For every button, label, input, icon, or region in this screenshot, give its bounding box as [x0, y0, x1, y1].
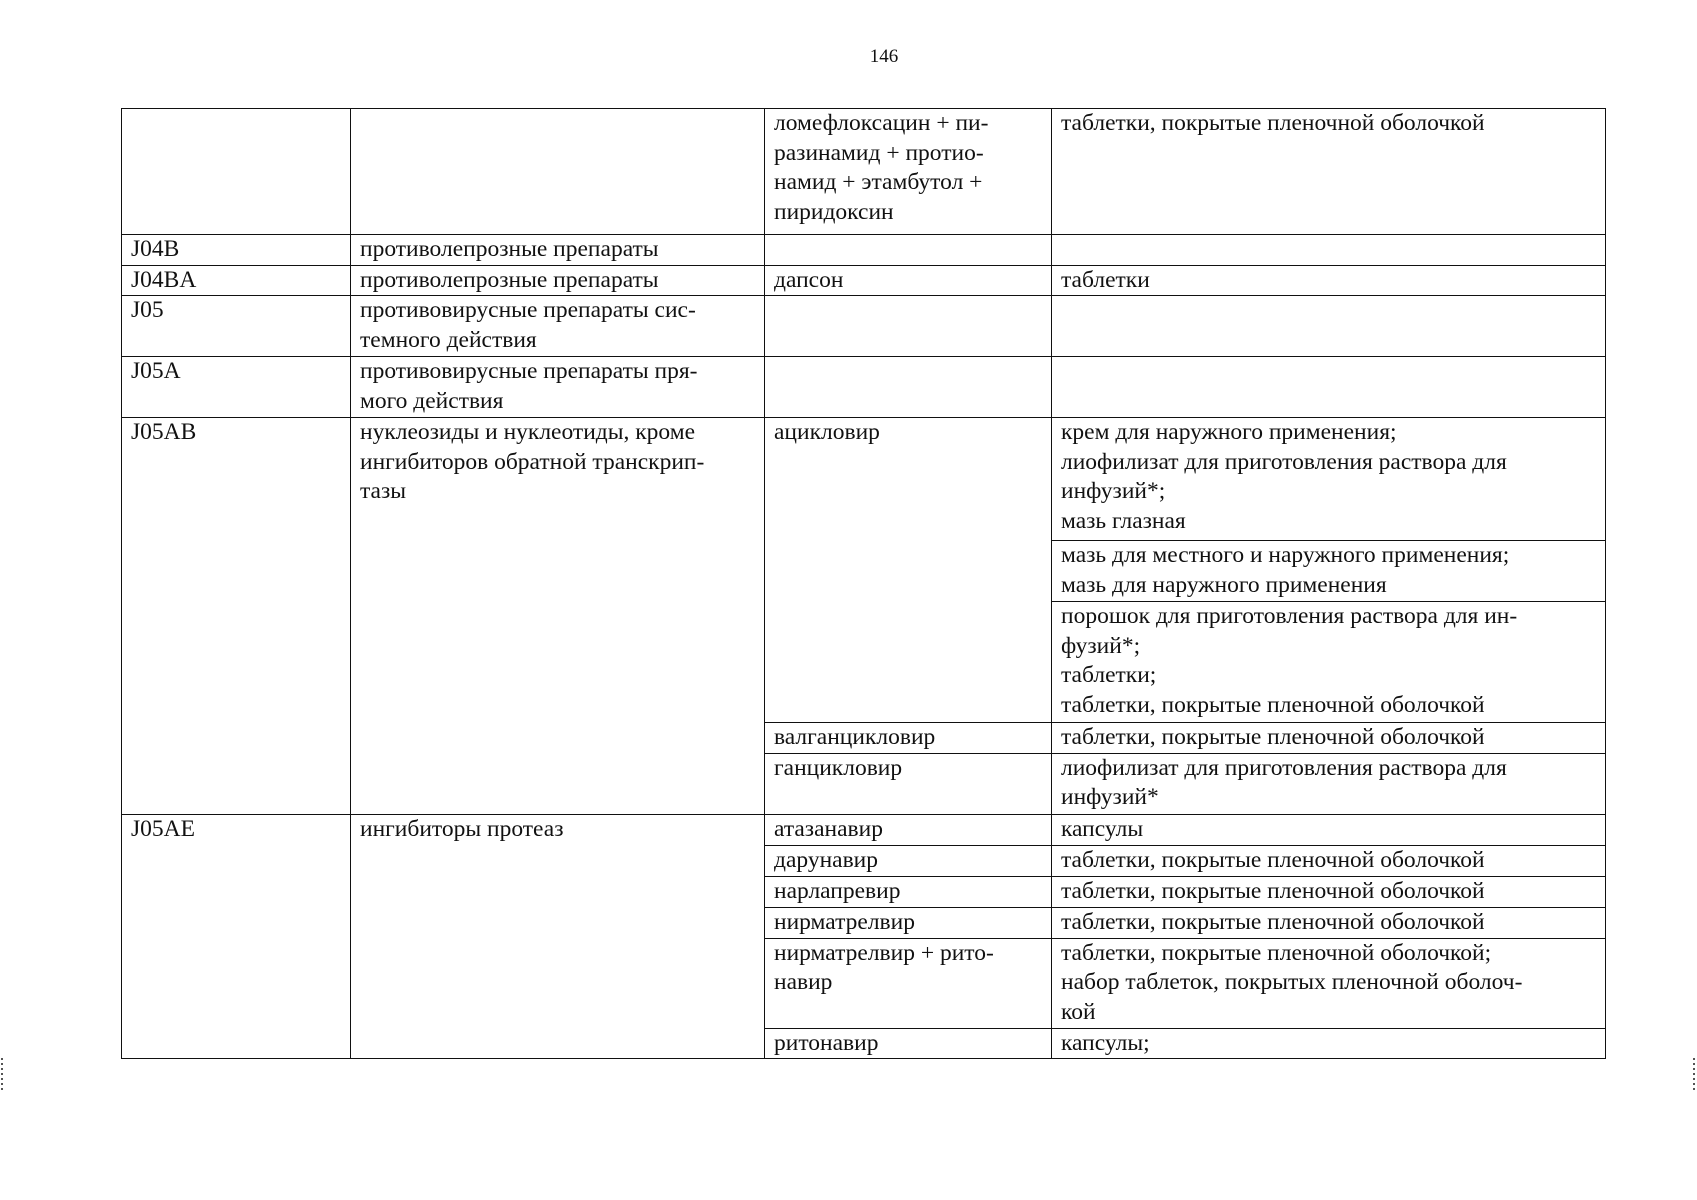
- drug-name: ломефлоксацин + пи- разинамид + протио- намид + этамбутол + пиридоксин: [774, 110, 989, 225]
- dosage-form-cell: [1052, 357, 1606, 418]
- group-name-cell: [351, 357, 765, 418]
- drug-name: дапсон: [774, 266, 844, 293]
- drug-name-cell: [765, 938, 1052, 1028]
- dosage-form-cell: [1052, 418, 1606, 541]
- drug-name-cell: [765, 109, 1052, 235]
- dosage-form: таблетки, покрытые пленочной оболочкой: [1061, 877, 1485, 904]
- group-name-cell: [351, 265, 765, 296]
- dosage-form: таблетки, покрытые пленочной оболочкой: [1061, 724, 1485, 750]
- dosage-form-cell: [1052, 265, 1606, 296]
- group-name: противовирусные препараты пря- мого действия: [360, 358, 698, 414]
- drug-name: валганцикловир: [774, 724, 936, 750]
- drug-name: дарунавир: [774, 846, 879, 873]
- atc-code-cell: [122, 296, 351, 357]
- dosage-form-cell: [1052, 296, 1606, 357]
- table-row: [122, 235, 1606, 266]
- drug-name: ритонавир: [774, 1029, 879, 1056]
- drug-name-cell: [765, 418, 1052, 723]
- drug-name-cell: [765, 845, 1052, 876]
- drug-classification-table: [121, 108, 1606, 1059]
- dosage-form-cell: [1052, 845, 1606, 876]
- dosage-form: таблетки, покрытые пленочной оболочкой; набор таблеток, покрытых пленочной оболоч- кой: [1061, 939, 1523, 1025]
- drug-name-cell: [765, 357, 1052, 418]
- drug-name-cell: [765, 753, 1052, 814]
- drug-name-cell: [765, 296, 1052, 357]
- atc-code: J05A: [131, 358, 181, 384]
- atc-code-cell: [122, 418, 351, 815]
- atc-code: J04B: [131, 236, 180, 262]
- left-margin-mark: [1, 1058, 3, 1092]
- atc-code-cell: [122, 357, 351, 418]
- table-row: [122, 265, 1606, 296]
- drug-name-cell: [765, 723, 1052, 754]
- dosage-form-cell: [1052, 753, 1606, 814]
- group-name-cell: [351, 296, 765, 357]
- dosage-form: капсулы: [1061, 815, 1144, 842]
- drug-name: нирматрелвир: [774, 908, 915, 935]
- dosage-form-cell: [1052, 109, 1606, 235]
- dosage-form-cell: [1052, 602, 1606, 723]
- drug-name: атазанавир: [774, 815, 883, 842]
- dosage-form: таблетки, покрытые пленочной оболочкой: [1061, 908, 1485, 935]
- dosage-form-cell: [1052, 876, 1606, 907]
- drug-name: ацикловир: [774, 419, 880, 445]
- atc-code-cell: [122, 235, 351, 266]
- drug-name: нарлапревир: [774, 877, 901, 904]
- group-name-cell: [351, 418, 765, 815]
- group-name-cell: [351, 235, 765, 266]
- table-row: [122, 357, 1606, 418]
- group-name: противолепрозные препараты: [360, 236, 659, 262]
- drug-name-cell: [765, 1028, 1052, 1059]
- dosage-form-cell: [1052, 814, 1606, 845]
- atc-code: J05AB: [131, 419, 197, 445]
- drug-name-cell: [765, 907, 1052, 938]
- dosage-form: порошок для приготовления раствора для ин- фузий*; таблетки; таблетки, покрытые пленочной оболочкой: [1061, 603, 1518, 718]
- atc-code: J05: [131, 297, 164, 323]
- right-margin-mark: [1693, 1058, 1695, 1092]
- dosage-form-cell: [1052, 723, 1606, 754]
- drug-name-cell: [765, 814, 1052, 845]
- group-name: нуклеозиды и нуклеотиды, кроме ингибиторов обратной транскрип- тазы: [360, 419, 705, 504]
- dosage-form-cell: [1052, 1028, 1606, 1059]
- dosage-form: таблетки, покрытые пленочной оболочкой: [1061, 110, 1485, 136]
- drug-name-cell: [765, 235, 1052, 266]
- dosage-form: таблетки: [1061, 266, 1150, 293]
- dosage-form: капсулы;: [1061, 1029, 1150, 1056]
- group-name-cell: [351, 109, 765, 235]
- table-row: [122, 109, 1606, 235]
- atc-code-cell: [122, 814, 351, 1059]
- dosage-form: крем для наружного применения; лиофилизат для приготовления раствора для инфузий*; мазь глазная: [1061, 419, 1507, 534]
- atc-code: J05AE: [131, 815, 195, 842]
- drug-name: ганцикловир: [774, 754, 903, 781]
- drug-name-cell: [765, 876, 1052, 907]
- page-number: 146: [869, 46, 899, 67]
- dosage-form-cell: [1052, 235, 1606, 266]
- group-name-cell: [351, 814, 765, 1059]
- dosage-form-cell: [1052, 541, 1606, 602]
- atc-code: J04BA: [131, 266, 197, 293]
- atc-code-cell: [122, 265, 351, 296]
- dosage-form: мазь для местного и наружного применения; мазь для наружного применения: [1061, 542, 1510, 598]
- drug-name: нирматрелвир + рито- навир: [774, 939, 994, 995]
- table-row: [122, 814, 1606, 845]
- dosage-form-cell: [1052, 938, 1606, 1028]
- group-name: противовирусные препараты сис- темного действия: [360, 297, 696, 353]
- dosage-form-cell: [1052, 907, 1606, 938]
- drug-name-cell: [765, 265, 1052, 296]
- atc-code-cell: [122, 109, 351, 235]
- group-name: ингибиторы протеаз: [360, 815, 564, 842]
- table-row: [122, 418, 1606, 541]
- table-row: [122, 296, 1606, 357]
- group-name: противолепрозные препараты: [360, 266, 659, 293]
- dosage-form: лиофилизат для приготовления раствора для инфузий*: [1061, 754, 1507, 810]
- dosage-form: таблетки, покрытые пленочной оболочкой: [1061, 846, 1485, 873]
